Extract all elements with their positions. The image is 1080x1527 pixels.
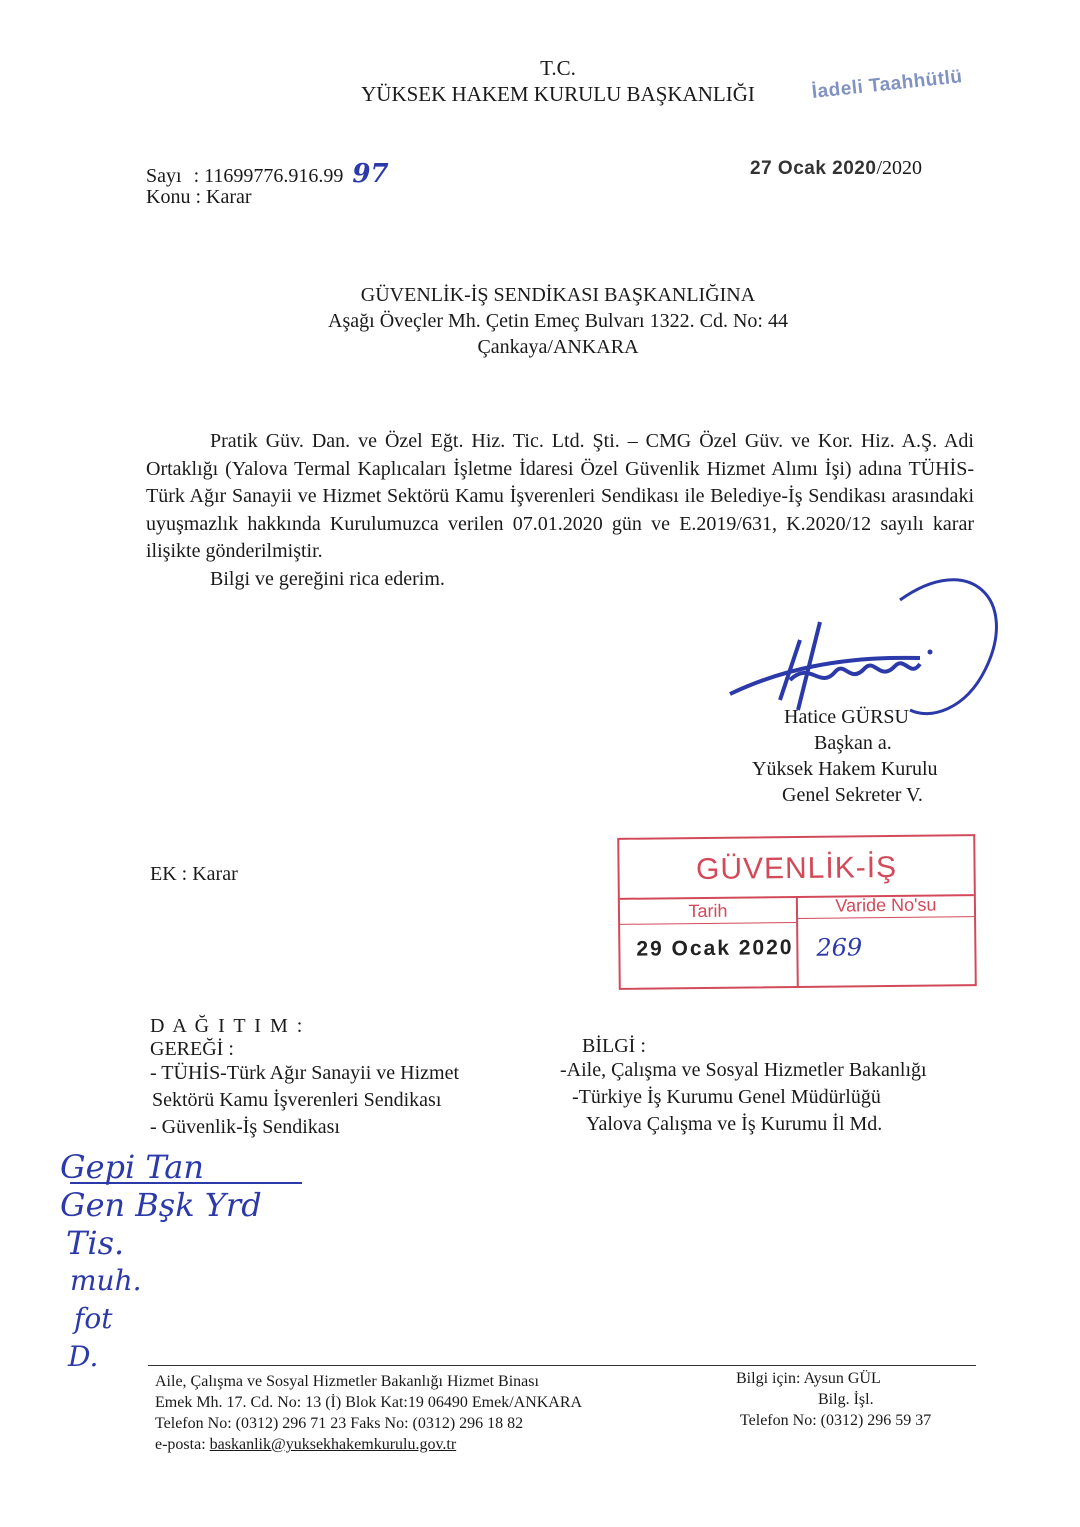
footer-info	[736, 1368, 931, 1431]
konu-line	[146, 186, 252, 209]
gereği-label: GEREĞİ :	[150, 1038, 234, 1060]
received-stamp-title: GÜVENLİK-İŞ	[695, 850, 898, 887]
footer-line: Aile, Çalışma ve Sosyal Hizmetler Bakanlığı Hizmet Binası	[155, 1373, 539, 1390]
body-paragraph: Pratik Güv. Dan. ve Özel Eğt. Hiz. Tic. Ltd. Şti. – CMG Özel Güv. ve Kor. Hiz. A.Ş. Adi Ortaklığı (Yalova Termal Kaplıcaları İşletme İdaresi Özel Güvenlik Hizmet Alımı İşi) adına TÜHİS-Türk Ağır Sanayii ve Hizmet Sektörü Kamu İşverenleri Sendikası ile Belediye-İş Sendikası arasındaki uyuşmazlık hakkında Kurulumuzca verilen 07.01.2020 gün ve E.2019/631, K.2020/12 sayılı karar ilişikte gönderilmiştir.	[146, 430, 974, 563]
list-item: - TÜHİS-Türk Ağır Sanayii ve Hizmet	[150, 1062, 460, 1084]
stamp-date: 29 Ocak 2020	[636, 936, 794, 961]
stamp-date-label: Tarih	[688, 900, 728, 922]
sayi-line	[146, 159, 389, 189]
footer-divider	[148, 1365, 976, 1366]
recipient-name: GÜVENLİK-İŞ SENDİKASI BAŞKANLIĞINA	[360, 284, 756, 306]
footer-info-phone: Telefon No: (0312) 296 59 37	[740, 1412, 932, 1429]
bilgi-list	[560, 1057, 927, 1138]
sayi-label: Sayı	[146, 165, 182, 187]
list-item: -Aile, Çalışma ve Sosyal Hizmetler Bakanlığı	[560, 1059, 927, 1081]
footer-contact	[155, 1371, 582, 1455]
stamp-number: 269	[816, 933, 863, 962]
gereği-list	[150, 1060, 459, 1141]
header-tc: T.C.	[540, 56, 576, 80]
list-item: -Türkiye İş Kurumu Genel Müdürlüğü	[572, 1086, 881, 1108]
handwritten-notes	[60, 1148, 262, 1376]
handwritten-note: Gen Bşk Yrd	[60, 1186, 262, 1224]
closing-paragraph: Bilgi ve gereğini rica ederim.	[210, 567, 445, 590]
bilgi-label: BİLGİ :	[582, 1035, 646, 1057]
handwritten-note: Gepi Tan	[60, 1148, 262, 1186]
footer-info-contact: Bilgi için: Aysun GÜL	[736, 1370, 881, 1387]
handwritten-note: fot	[74, 1302, 113, 1335]
email-link[interactable]: baskanlik@yuksekhakemkurulu.gov.tr	[209, 1436, 457, 1453]
attachment-line: EK : Karar	[150, 863, 238, 885]
konu-value: : Karar	[195, 186, 252, 208]
signature-block	[740, 704, 960, 808]
recipient-city: Çankaya/ANKARA	[477, 336, 639, 358]
recipient-address: Aşağı Öveçler Mh. Çetin Emeç Bulvarı 1322. Cd. No: 44	[328, 310, 788, 332]
footer-info-role: Bilg. İşl.	[818, 1391, 874, 1408]
date-suffix: /2020	[876, 157, 923, 179]
handwritten-note: muh.	[70, 1264, 142, 1297]
signatory-title: Başkan a.	[814, 732, 892, 754]
list-item: Yalova Çalışma ve İş Kurumu İl Md.	[586, 1113, 883, 1135]
signatory-name: Hatice GÜRSU	[784, 706, 909, 728]
footer-line: Emek Mh. 17. Cd. No: 13 (İ) Blok Kat:19 06490 Emek/ANKARA	[155, 1394, 583, 1411]
list-item: - Güvenlik-İş Sendikası	[150, 1116, 340, 1138]
handwritten-note: D.	[68, 1340, 99, 1373]
distribution-heading: D A Ğ I T I M :	[150, 1015, 305, 1037]
email-label: e-posta:	[155, 1436, 210, 1453]
handwritten-note: Tis.	[66, 1224, 125, 1262]
footer-email-line	[155, 1434, 582, 1455]
konu-label: Konu	[146, 186, 191, 208]
stamp-number-label: Varide No'su	[835, 894, 937, 916]
footer-line: Telefon No: (0312) 296 71 23 Faks No: (0312) 296 18 82	[155, 1415, 524, 1432]
registered-mail-stamp: İadeli Taahhütlü	[810, 66, 964, 103]
sayi-value: : 11699776.916.99	[193, 165, 344, 187]
signatory-institution: Yüksek Hakem Kurulu	[752, 758, 938, 780]
received-stamp	[617, 834, 977, 990]
list-item: Sektörü Kamu İşverenleri Sendikası	[152, 1089, 442, 1111]
header-institution: YÜKSEK HAKEM KURULU BAŞKANLIĞI	[361, 82, 755, 106]
date-line	[750, 157, 922, 180]
sayi-handwritten: 97	[352, 159, 389, 189]
signatory-role: Genel Sekreter V.	[782, 784, 923, 806]
date-stamp: 27 Ocak 2020	[750, 158, 877, 179]
